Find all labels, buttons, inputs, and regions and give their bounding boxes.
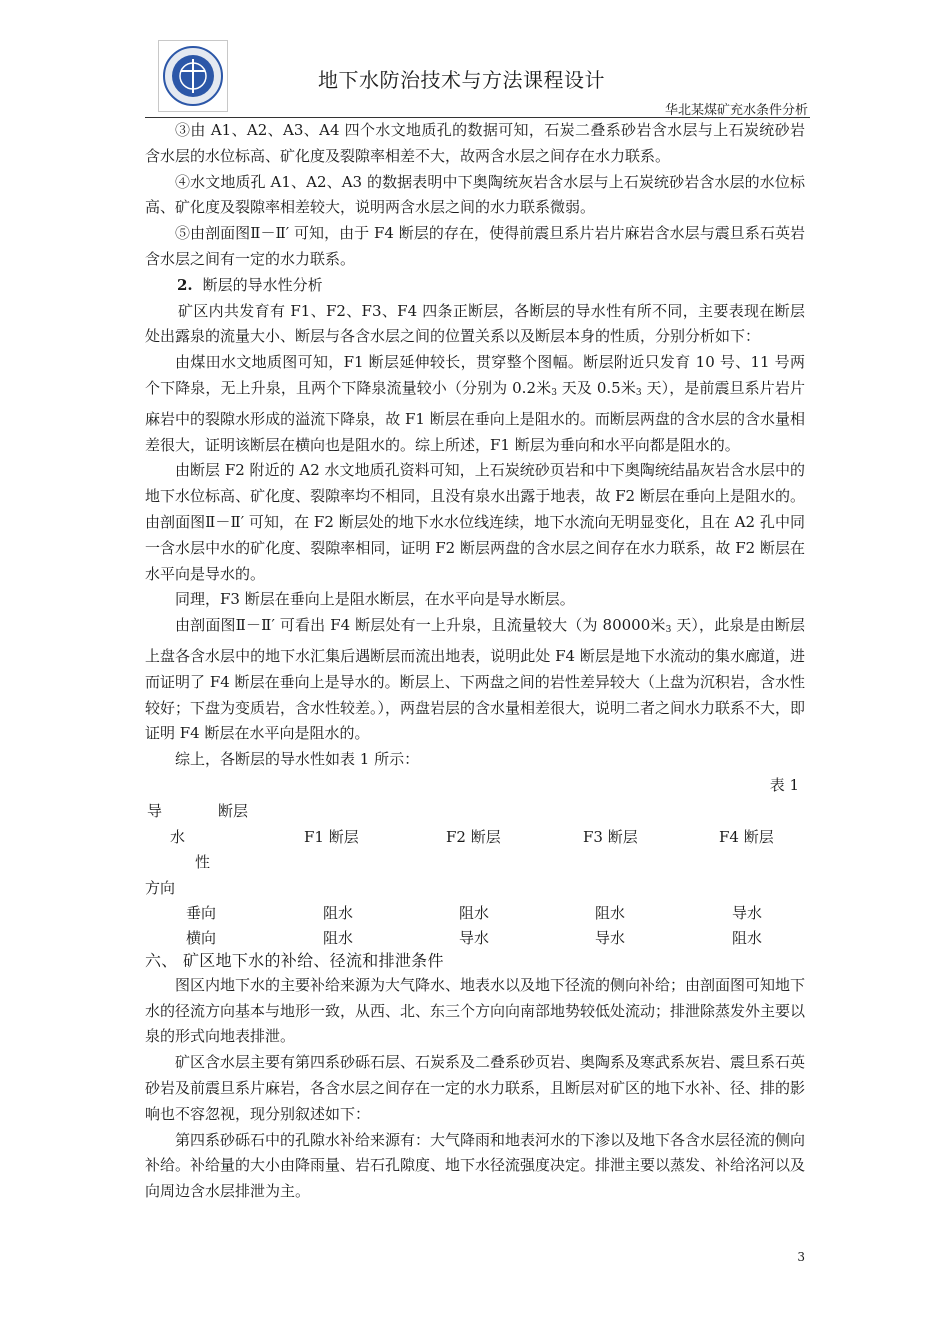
document-title: 地下水防治技术与方法课程设计 [318,68,605,92]
table-cell: 阻水 [732,928,763,947]
table-caption: 表 1 [769,775,799,794]
paragraph-f4-fault: 由剖面图Ⅱ－Ⅱ′ 可看出 F4 断层处有一上升泉，且流量较大（为 80000米$_3$ 天），此泉是由断层上盘各含水层中的地下水汇集后遇断层而流出地表，说明此处 F4 断层是地下水流动的集水廊道，进而证明了 F4 断层在垂向上是导水的。断层上、下两盘之间的岩性差异较大（上盘为沉积岩，含水性较好；下盘为变质岩，含水性较差。），两盘岩层的含水量相差很大，说明二者之间水力联系不大，即证明 F4 断层在水平向是阻水的。 [145,616,806,743]
document-subtitle: 华北某煤矿充水条件分析 [664,103,808,118]
table-corner-top-label: 断层 [218,801,249,820]
table-header-cell: F4 断层 [719,827,774,846]
paragraph-item-4: ④水文地质孔 A1、A2、A3 的数据表明中下奥陶统灰岩含水层与上石炭统砂岩含水层的水位标高、矿化度及裂隙率相差较大，说明两含水层之间的水力联系微弱。 [145,172,805,217]
paragraph-item-5: ⑤由剖面图Ⅱ－Ⅱ′ 可知，由于 F4 断层的存在，使得前震旦系片岩片麻岩含水层与震旦系石英岩含水层之间有一定的水力联系。 [145,224,805,268]
table-cell: 阻水 [595,903,626,922]
table-header-cell: F1 断层 [304,827,359,846]
paragraph-recharge-1: 图区内地下水的主要补给来源为大气降水、地表水以及地下径流的侧向补给；由剖面图可知地下水的径流方向基本与地形一致，从西、北、东三个方向向南部地势较低处流动；排泄除蒸发外主要以泉的形式向地表排泄。 [145,975,806,1046]
table-header-cell: F3 断层 [583,827,638,846]
section-title: 断层的导水性分析 [202,275,323,294]
table-corner-char: 性 [195,852,211,871]
document-body [145,118,805,1205]
table-cell: 导水 [595,928,626,947]
paragraph-f3-fault: 同理，F3 断层在垂向上是阻水断层，在水平向是导水断层。 [175,590,575,609]
fault-conductivity-table [145,799,805,949]
table-cell: 阻水 [323,928,354,947]
table-corner-char: 水 [170,827,186,846]
paragraph-recharge-2: 矿区含水层主要有第四系砂砾石层、石炭系及二叠系砂页岩、奥陶系及寒武系灰岩、震旦系石英砂岩及前震旦系片麻岩，各含水层之间存在一定的水力联系，且断层对矿区的地下水补、径、排的影响也不容忽视，现分别叙述如下： [145,1053,806,1123]
paragraph-item-3: ③由 A1、A2、A3、A4 四个水文地质孔的数据可知，石炭二叠系砂岩含水层与上石炭统砂岩含水层的水位标高、矿化度及裂隙率相差不大，故两含水层之间存在水力联系。 [145,121,805,165]
paragraph-fault-intro: 矿区内共发育有 F1、F2、F3、F4 四条正断层，各断层的导水性有所不同，主要表现在断层处出露泉的流量大小、断层与各含水层之间的位置关系以及断层本身的性质，分别分析如下： [145,301,805,346]
table-row-label: 横向 [186,928,217,947]
paragraph-f1-fault: 由煤田水文地质图可知，F1 断层延伸较长，贯穿整个图幅。断层附近只发育 10 号、11 号两个下降泉，无上升泉，且两个下降泉流量较小（分别为 0.2米$_3$ 天及 0.5米$_3$ 天），是前震旦系片岩片麻岩中的裂隙水形成的溢流下降泉，故 F1 断层在垂向上是阻水的。而断层两盘的含水层的含水量相差很大，证明该断层在横向也是阻水的。综上所述，F1 断层为垂向和水平向都是阻水的。 [145,353,805,454]
paragraph-recharge-3: 第四系砂砾石中的孔隙水补给来源有：大气降雨和地表河水的下渗以及地下各含水层径流的侧向补给。补给量的大小由降雨量、岩石孔隙度、地下水径流强度决定。排泄主要以蒸发、补给洺河以及向周边含水层排泄为主。 [145,1130,806,1201]
table-cell: 导水 [732,903,763,922]
section-heading-recharge: 六、 矿区地下水的补给、径流和排泄条件 [145,950,444,970]
section-heading-fault-analysis [145,273,805,299]
university-seal-icon [158,40,228,112]
paragraph-f2-fault: 由断层 F2 附近的 A2 水文地质孔资料可知，上石炭统砂页岩和中下奥陶统结晶灰岩含水层中的地下水位标高、矿化度、裂隙率均不相同，且没有泉水出露于地表，故 F2 断层在垂向上是阻水的。由剖面图Ⅱ－Ⅱ′ 可知，在 F2 断层处的地下水水位线连续，地下水流向无明显变化，且在 A2 孔中同一含水层中水的矿化度、裂隙率相同，证明 F2 断层两盘的含水层之间存在水力联系，故 F2 断层在水平向是导水的。 [145,461,805,583]
table-cell: 阻水 [323,903,354,922]
table-header-cell: F2 断层 [446,827,501,846]
table-row-label: 垂向 [186,903,217,922]
page-number: 3 [797,1250,805,1264]
table-corner-bottom-label: 方向 [145,878,176,897]
table-cell: 导水 [459,928,490,947]
table-corner-char: 导 [147,801,163,820]
section-number: 2. [177,275,193,294]
table-cell: 阻水 [459,903,490,922]
paragraph-summary: 综上，各断层的导水性如表 1 所示： [175,750,420,769]
